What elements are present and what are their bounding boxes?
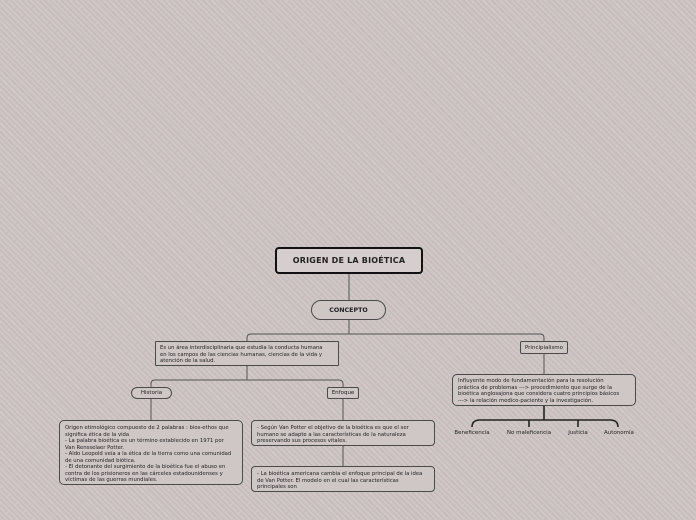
enfoque-line: principales son [257, 484, 297, 490]
historia-node[interactable]: Historia [131, 387, 172, 399]
principle-no-maleficencia[interactable]: No maleficencia [506, 430, 552, 436]
principialismo-text-node[interactable] [452, 374, 636, 406]
historia-line: - El detonante del surgimiento de la bioética fue el abuso en [65, 464, 226, 470]
historia-line: contra de los prisioneros en las cárceles estadounidenses y [65, 470, 223, 477]
principle-beneficencia[interactable]: Beneficencia [454, 430, 490, 436]
definition-line: Es un área interdisciplinaria que estudia la conducta humana [160, 345, 323, 351]
historia-line: Origen etimológico compuesto de 2 palabras : bios-ethos que [65, 425, 229, 431]
definition-node[interactable] [155, 341, 339, 366]
enfoque-node[interactable]: Enfoque [327, 387, 359, 399]
definition-line: en los campos de las ciencias humanas, ciencias de la vida y [160, 351, 323, 358]
connector-concept-branches [247, 334, 544, 341]
principialismo-line: práctica de problemas ---> procedimiento que surge de la [458, 384, 612, 391]
historia-text-node[interactable] [59, 420, 243, 485]
principialismo-node[interactable]: Principialismo [520, 341, 568, 354]
principle-autonomia[interactable]: Autonomía [604, 430, 634, 436]
enfoque-line: humano se adapte a las características de la naturaleza [257, 431, 406, 438]
principialismo-line: bioética anglosajona que considera cuatro principios básicos [458, 391, 620, 397]
principle-justicia[interactable]: Justicia [568, 430, 588, 436]
principialismo-line: Influyente modo de fundamentación para la resolución [458, 378, 604, 384]
historia-line: - Aldo Leopold veía a la ética de la tierra como una comunidad [65, 451, 232, 457]
connector-principles-branches [472, 420, 618, 427]
definition-line: atención de la salud. [160, 358, 216, 364]
historia-line: víctimas de las guerras mundiales. [65, 477, 158, 483]
concept-node[interactable]: CONCEPTO [311, 300, 386, 320]
enfoque-text-node-2[interactable] [251, 466, 435, 492]
enfoque-line: preservando sus procesos vitales. [257, 438, 347, 444]
enfoque-text-node[interactable] [251, 420, 435, 446]
enfoque-line: - Según Van Potter el objetivo de la bioética es que el ser [257, 425, 409, 431]
historia-line: Van Rensselaer Potter. [65, 444, 125, 451]
principialismo-line: ---> la relación medico-paciente y la investigación. [458, 397, 594, 404]
enfoque-line: - La bioética americana cambia el enfoque principal de la idea [257, 471, 423, 477]
title-node[interactable]: ORIGEN DE LA BIOÉTICA [275, 247, 423, 274]
enfoque-line: de Van Potter. El modelo en el cual las características [257, 477, 399, 484]
historia-line: significa ética de la vida [65, 431, 130, 438]
historia-line: de una comunidad biótica. [65, 457, 136, 464]
historia-line: - La palabra bioética es un término establecido en 1971 por [65, 438, 224, 444]
connector-definition-branches [151, 380, 343, 387]
